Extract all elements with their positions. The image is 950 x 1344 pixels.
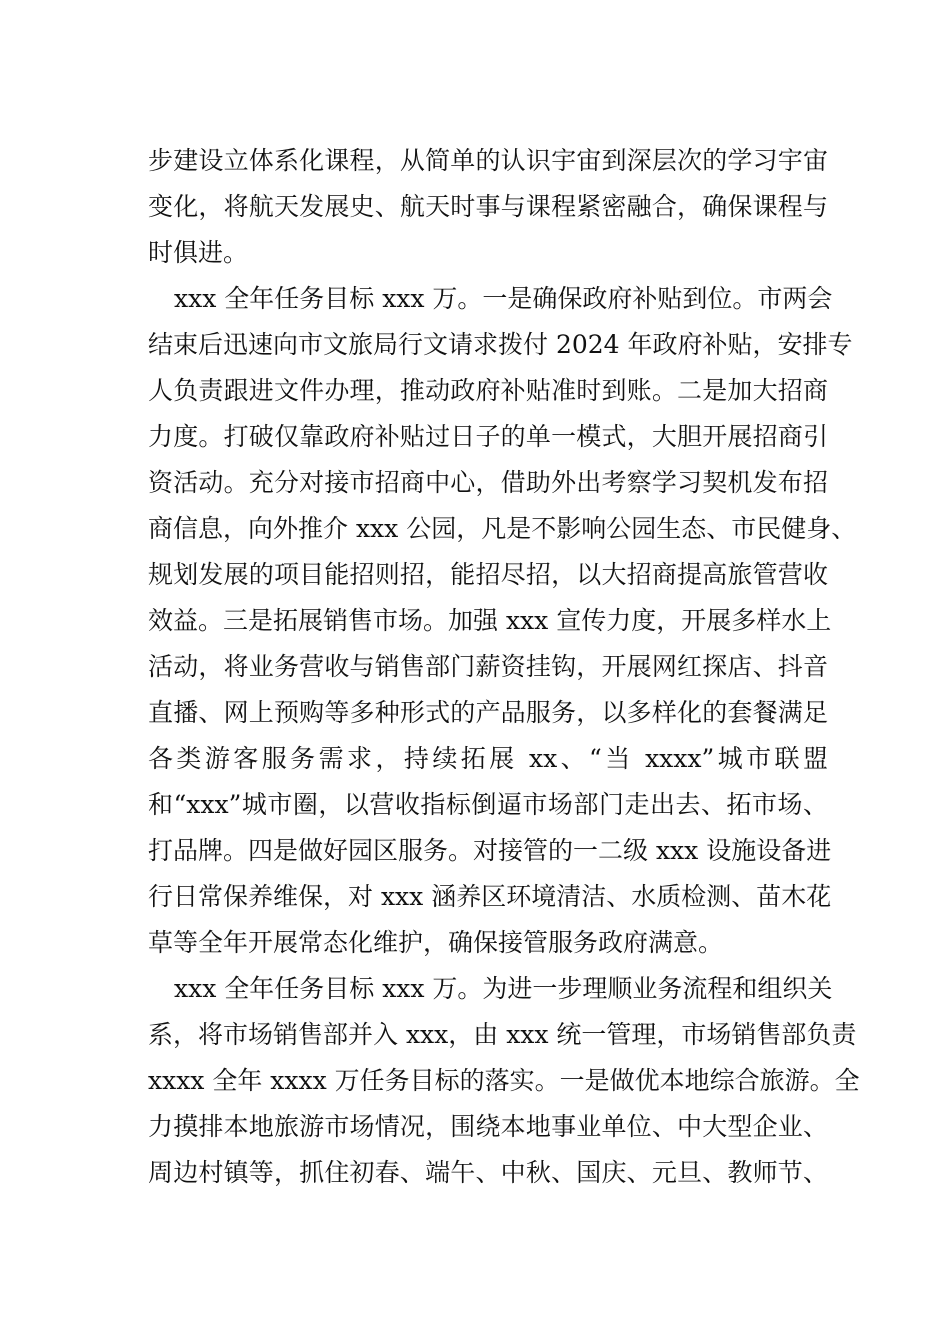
text-line: 和“xxx”城市圈，以营收指标倒逼市场部门走出去、拓市场、 (148, 790, 828, 819)
text-line: 步建设立体系化课程，从简单的认识宇宙到深层次的学习宇宙 (148, 146, 828, 175)
text-line: 行日常保养维保，对 xxx 涵养区环境清洁、水质检测、苗木花 (148, 882, 832, 911)
text-line: 系，将市场销售部并入 xxx，由 xxx 统一管理，市场销售部负责 (148, 1020, 857, 1049)
text-line: 效益。三是拓展销售市场。加强 xxx 宣传力度，开展多样水上 (148, 606, 832, 635)
text-line: 时俱进。 (148, 238, 249, 267)
text-line: 直播、网上预购等多种形式的产品服务，以多样化的套餐满足 (148, 698, 828, 727)
text-line: 周边村镇等，抓住初春、端午、中秋、国庆、元旦、教师节、 (148, 1158, 828, 1187)
text-line: xxx 全年任务目标 xxx 万。为进一步理顺业务流程和组织关 (174, 974, 833, 1003)
text-line: xxx 全年任务目标 xxx 万。一是确保政府补贴到位。市两会 (174, 284, 833, 313)
text-line: 打品牌。四是做好园区服务。对接管的一二级 xxx 设施设备进 (148, 836, 832, 865)
text-line: 活动，将业务营收与销售部门薪资挂钩，开展网红探店、抖音 (148, 652, 828, 681)
text-line: 力度。打破仅靠政府补贴过日子的单一模式，大胆开展招商引 (148, 422, 828, 451)
text-line: 规划发展的项目能招则招，能招尽招，以大招商提高旅管营收 (148, 560, 828, 589)
text-line: 资活动。充分对接市招商中心，借助外出考察学习契机发布招 (148, 468, 828, 497)
text-line: 商信息，向外推介 xxx 公园，凡是不影响公园生态、市民健身、 (148, 514, 857, 543)
text-line: 力摸排本地旅游市场情况，围绕本地事业单位、中大型企业、 (148, 1112, 828, 1141)
text-line: 草等全年开展常态化维护，确保接管服务政府满意。 (148, 928, 724, 957)
text-line: 变化，将航天发展史、航天时事与课程紧密融合，确保课程与 (148, 192, 828, 221)
text-line: 各类游客服务需求，持续拓展 xx、“当 xxxx”城市联盟 (148, 744, 828, 773)
text-line: 人负责跟进文件办理，推动政府补贴准时到账。二是加大招商 (148, 376, 828, 405)
text-line: 结束后迅速向市文旅局行文请求拨付 2024 年政府补贴，安排专 (148, 330, 853, 359)
text-line: xxxx 全年 xxxx 万任务目标的落实。一是做优本地综合旅游。全 (148, 1066, 860, 1095)
